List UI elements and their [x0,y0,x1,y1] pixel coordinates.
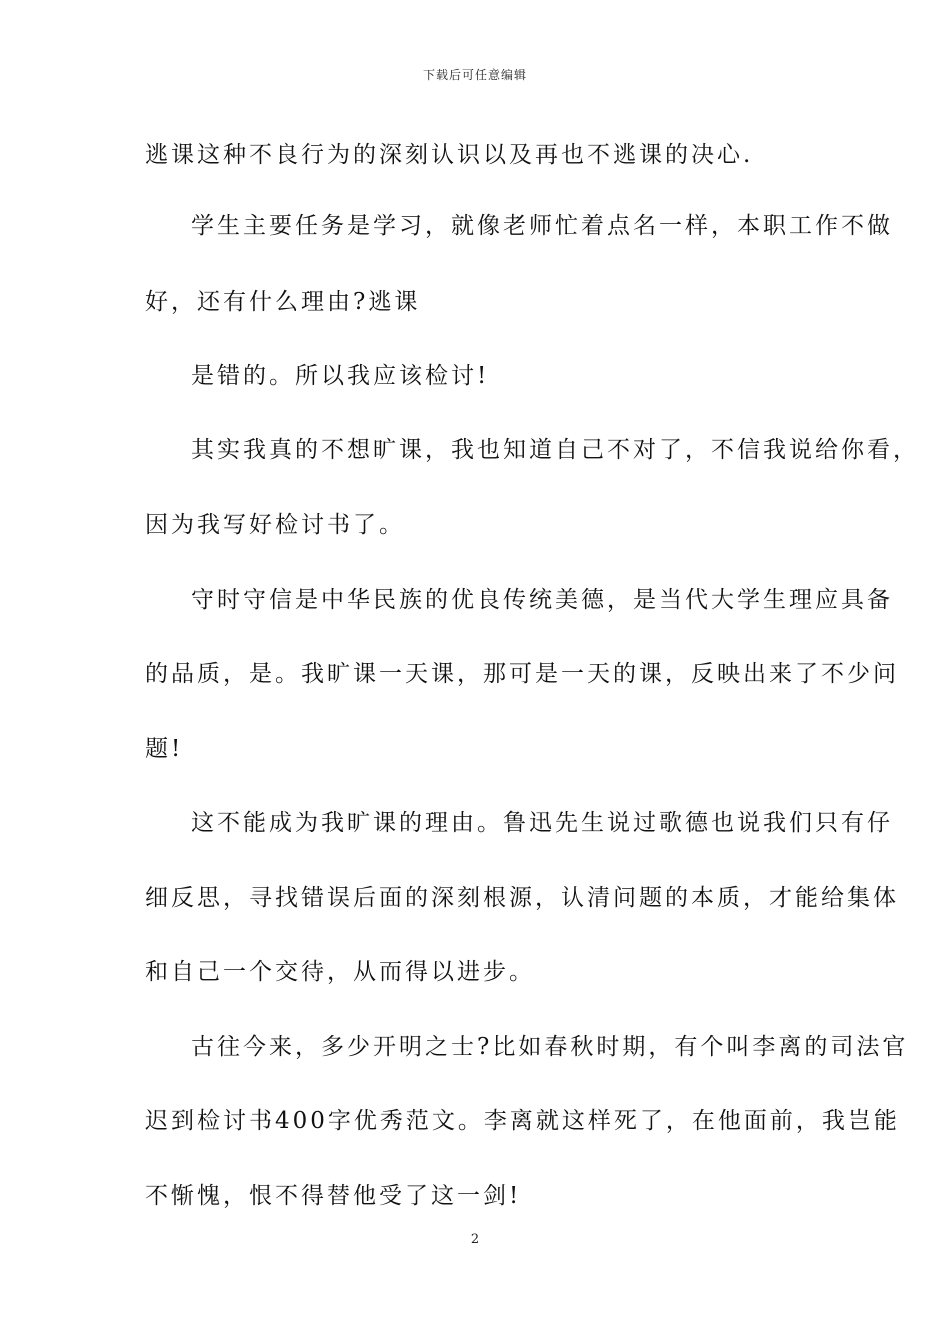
paragraph-line: 其实我真的不想旷课，我也知道自己不对了，不信我说给你看， [191,437,919,463]
body-line: 好，还有什么理由?逃课 [145,289,421,315]
paragraph-line: 守时守信是中华民族的优良传统美德，是当代大学生理应具备 [191,587,893,613]
body-line: 不惭愧，恨不得替他受了这一剑! [145,1183,522,1209]
paragraph-line: 古往今来，多少开明之士?比如春秋时期，有个叫李离的司法官 [191,1034,909,1060]
page-number: 2 [470,1232,480,1247]
page-header: 下载后可任意编辑 [422,68,527,82]
body-line: 逃课这种不良行为的深刻认识以及再也不逃课的决心. [145,142,754,168]
paragraph-line: 学生主要任务是学习，就像老师忙着点名一样，本职工作不做 [191,213,893,239]
body-line: 因为我写好检讨书了。 [145,512,405,538]
paragraph-line: 是错的。所以我应该检讨! [191,363,490,389]
body-line: 的品质，是。我旷课一天课，那可是一天的课，反映出来了不少问 [145,661,899,687]
paragraph-line: 这不能成为我旷课的理由。鲁迅先生说过歌德也说我们只有仔 [191,810,893,836]
body-line: 题! [145,736,184,762]
body-line: 迟到检讨书400字优秀范文。李离就这样死了，在他面前，我岂能 [145,1108,900,1134]
body-line: 和自己一个交待，从而得以进步。 [145,959,535,985]
body-line: 细反思，寻找错误后面的深刻根源，认清问题的本质，才能给集体 [145,885,899,911]
